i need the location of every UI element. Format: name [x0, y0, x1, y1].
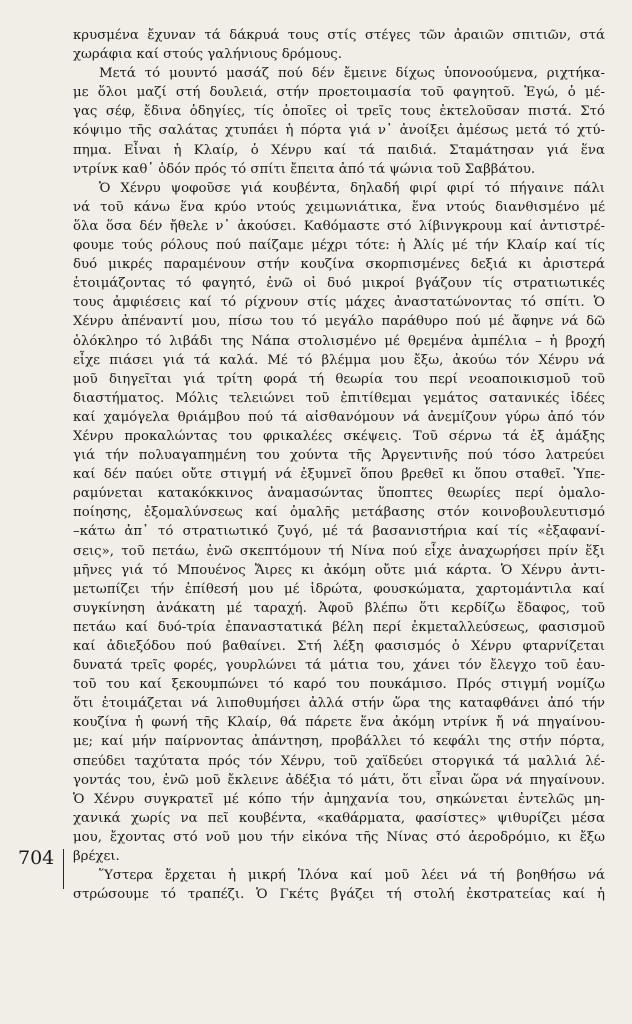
- text-line: μετωπίζει τήν ἐπίθεσή μου μέ ἱδρώτα, φουσκώματα, χαρτομάντιλα καί: [73, 581, 605, 597]
- text-line: μου, ἔχοντας στό νοῦ μου τήν εἰκόνα τῆς Νίνας στό ἀεροδρόμιο, κι ἔξω: [73, 829, 605, 845]
- text-line: ὅτι ἑτοιμάζεται νά λιποθυμήσει ἀλλά στήν ὥρα της καταφθάνει ἀπό τήν: [73, 696, 605, 712]
- text-line: κουζίνα ἡ φωνή τῆς Κλαίρ, θά πάρετε ἕνα ἀκόμη ντρίνκ ἤ νά πηγαίνου-: [73, 715, 605, 731]
- text-line: ραμύνεται κατακόκκινος ἀναμασώντας ὕποπτες θεωρίες περί ὁμαλο-: [73, 486, 605, 502]
- text-line: κόψιμο τῆς σαλάτας χτυπάει ἡ πόρτα γιά ν᾽ ἀνοίξει ἀμέσως μετά τό χτύ-: [73, 123, 605, 139]
- text-line: χανικά χωρίς να πεῖ κουβέντα, «καθάρματα, φασίστες» ψιθυρίζει μέσα: [73, 810, 605, 826]
- text-line: γιά τήν πολυαγαπημένη του χούντα τῆς Ἀργεντινῆς πού τόσο λατρεύει: [73, 448, 605, 464]
- text-line: Ὁ Χένρυ συγκρατεῖ μέ κόπο τήν ἀμηχανία του, σηκώνεται ἐντελῶς μη-: [73, 791, 605, 807]
- text-line: σεις», τοῦ πετάω, ἐνῶ σκεπτόμουν τή Νίνα πού εἶχε ἀναχωρήσει πρίν ἕξι: [73, 543, 605, 559]
- text-line: Μετά τό μουντό μασάζ πού δέν ἔμεινε δίχως ὑπονοούμενα, ριχτήκα-: [99, 66, 605, 82]
- text-line: Χένρυ ἀπέναντί μου, πίσω του τό μεγάλο παράθυρο πού μέ ἄφηνε νά δῶ: [73, 314, 605, 330]
- text-line: πετάω καί δυό-τρία ἐπαναστατικά βέλη περί ἐκμεταλλεύσεως, φασισμοῦ: [73, 619, 605, 635]
- text-line: μοῦ διηγεῖται γιά τρίτη φορά τή θεωρία του περί νεοαποικισμοῦ τοῦ: [73, 371, 605, 387]
- body-text: [73, 26, 605, 904]
- text-line: δυό μικρές παραμένουν στήν κουζίνα σκορπισμένες δεξιά κι ἀριστερά: [73, 257, 605, 273]
- text-line: γοντάς του, ἐνῶ μοῦ ἔκλεινε ἀδέξια τό μάτι, ὅτι εἶναι ὥρα νά πηγαίνουν.: [73, 772, 605, 788]
- text-line: ποίησης, ἐξομαλύνσεως καί ὁμαλῆς μετάβασης στόν κοινοβουλευτισμό: [73, 505, 605, 521]
- text-line: ὁλόκληρο τό λιβάδι της Νάπα στολισμένο μέ θρεμένα ἀμπέλια – ἡ βροχή: [73, 333, 605, 349]
- text-line: τοῦ του καί ξεκουμπώνει τό καρό του πουκάμισο. Πρός στιγμή νομίζω: [73, 677, 605, 693]
- text-line: ἑτοιμάζοντας τό φαγητό, ἐνῶ οἱ δυό μικροί βγάζουν τίς στρατιωτικές: [73, 276, 605, 292]
- text-line: διαστήματος. Μόλις τελειώνει τοῦ ἐπιτίθεμαι γεμάτος σατανικές ἰδέες: [73, 390, 605, 406]
- text-line: Ὁ Χένρυ ψοφοῦσε γιά κουβέντα, δηλαδή φιρί φιρί τό πήγαινε πάλι: [99, 180, 605, 196]
- text-line: Ὕστερα ἔρχεται ἡ μικρή Ἰλόνα καί μοῦ λέει νά τή βοηθήσω νά: [99, 868, 605, 884]
- text-line: ὅλα ὅσα δέν ἤθελε ν᾽ ἀκούσει. Καθόμαστε στό λίβινγκρουμ καί ἀντιστρέ-: [73, 218, 605, 234]
- text-line: με ὅλοι μαζί στή δουλειά, στήν προετοιμασία τοῦ φαγητοῦ. Ἐγώ, ὁ μέ-: [73, 85, 605, 101]
- text-line: νά τοῦ κάνω ἕνα κρύο ντούς χειμωνιάτικα, ἕνα ντούς διανθισμένο μέ: [73, 199, 605, 215]
- text-line: –κάτω ἀπ᾽ τό στρατιωτικό ζυγό, μέ τά βασανιστήρια καί τίς «ἐξαφανί-: [73, 524, 605, 540]
- page-number: 704: [18, 847, 55, 869]
- text-line: μῆνες γιά τό Μπουένος Ἄιρες κι ἀκόμη οὔτε μιά κάρτα. Ὁ Χένρυ ἀντι-: [73, 562, 605, 578]
- text-line: καί δέν παύει οὔτε στιγμή νά ἐξυμνεῖ ὅπου βρεθεῖ κι ὅπου σταθεῖ. Ὑπε-: [73, 467, 605, 483]
- text-line: πημα. Εἶναι ἡ Κλαίρ, ὁ Χένρυ καί τά παιδιά. Σταμάτησαν γιά ἕνα: [73, 142, 605, 158]
- text-line: σπεύδει ταχύτατα πρός τόν Χένρυ, τοῦ χαϊδεύει στοργικά τά μαλλιά λέ-: [73, 753, 605, 769]
- text-line: γας σέφ, ἔδινα ὁδηγίες, τίς ὁποῖες οἱ τρεῖς τους ἐκτελοῦσαν πιστά. Στό: [73, 104, 605, 120]
- text-line: κρυσμένα ἔχυναν τά δάκρυά τους στίς στέγες τῶν ἀραιῶν σπιτιῶν, στά: [73, 28, 605, 43]
- text-line: τους ἀμφιέσεις καί τό ρίχνουν στίς μάχες ἀναστατώνοντας τό σπίτι. Ὁ: [73, 295, 605, 311]
- text-line: εἶχε πιάσει γιά τά καλά. Μέ τό βλέμμα μου ἔξω, ἀκούω τόν Χένρυ νά: [73, 352, 605, 368]
- text-line: στρώσουμε τό τραπέζι. Ὁ Γκέτς βγάζει τή στολή ἐκστρατείας καί ἡ: [73, 887, 605, 903]
- text-line: συγκίνηση ἀνάκατη μέ ταραχή. Ἀφοῦ βλέπω ὅτι κερδίζω ἔδαφος, τοῦ: [73, 600, 605, 616]
- text-line: καί ἀδιεξόδου πού βαθαίνει. Στή λέξη φασισμός ὁ Χένρυ φταρνίζεται: [73, 639, 605, 654]
- margin-rule: [63, 849, 64, 889]
- text-line: φουμε τούς ρόλους πού παίζαμε μέχρι τότε: ἡ Ἀλίς μέ τήν Κλαίρ καί τίς: [73, 238, 605, 254]
- text-line: βρέχει.: [73, 849, 120, 865]
- text-line: με; καί μήν παίρνοντας ἀπάντηση, προβάλλει τό κεφάλι της στήν πόρτα,: [73, 734, 605, 750]
- text-line: Χένρυ προκαλώντας του φρικαλέες σκέψεις. Τοῦ σέρνω τά ἐξ ἁμάξης: [73, 428, 605, 444]
- text-line: δυνατά τρεῖς φορές, γουρλώνει τά μάτια του, χάνει τόν ἔλεγχο τοῦ ἑαυ-: [73, 658, 605, 674]
- text-line: καί χαμόγελα θριάμβου πού τά αἰσθανόμουν νά ἀνεμίζουν γύρω ἀπό τόν: [73, 409, 605, 425]
- text-line: ντρίνκ καθ᾽ ὁδόν πρός τό σπίτι ἔπειτα ἀπό τά ψώνια τοῦ Σαββάτου.: [73, 161, 536, 177]
- text-line: χωράφια καί στούς γαλήνιους δρόμους.: [73, 47, 342, 63]
